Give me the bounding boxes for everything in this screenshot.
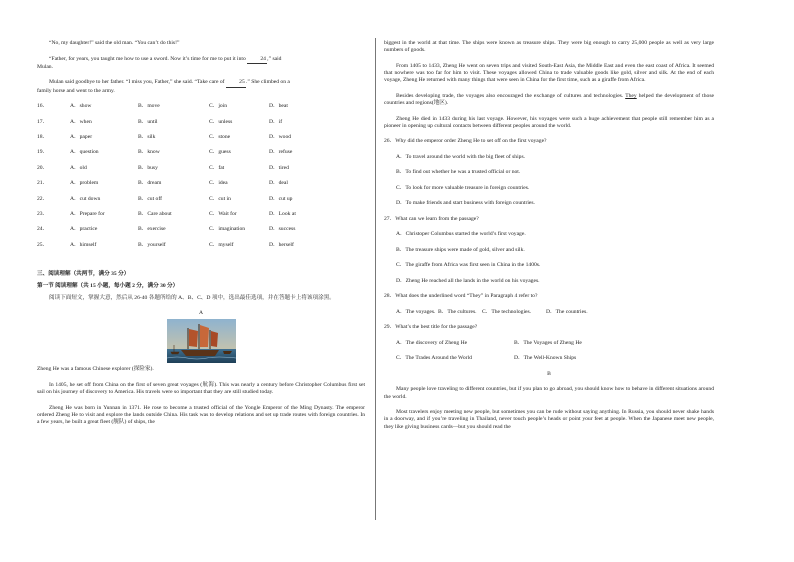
story-paragraph: Mulan said goodbye to her father. “I miss you, Father,” she said. “Take care of 25.” She climbed on a <box>37 79 365 87</box>
passage-a-paragraph: From 1405 to 1433, Zheng He went on seven trips and visited South-East Asia, the Middle East and even the east coast of Africa. It seemed that nowhere was too far for him to visit. These voyages allowed China to trade valuable goods like gold, silver and silk. At the end of each voyage, Zheng He returned with many things that were seen in China for the first time, such as a giraffe from Africa. <box>384 62 714 84</box>
question-number: 22． <box>37 195 49 202</box>
question-28-options <box>384 309 714 316</box>
question-27-option: B．The treasure ships were made of gold, silver and silk. <box>396 246 525 253</box>
option-b: B．move <box>138 103 160 110</box>
question-29-options <box>384 340 714 347</box>
story-paragraph: “Father, for years, you taught me how to use a sword. Now it’s time for me to put it into 24,” said <box>37 56 365 64</box>
option-b: B．dream <box>138 180 162 187</box>
question-28-option: B．The cultures. <box>438 308 477 315</box>
option-a: A．Prepare for <box>70 210 105 217</box>
passage-letter-b: B <box>547 370 551 377</box>
option-c: C．idea <box>209 180 228 187</box>
question-29-option: A．The discovery of Zheng He <box>396 339 468 346</box>
option-d: D．beat <box>269 103 288 110</box>
option-b: B．know <box>138 149 160 156</box>
option-b: B．until <box>138 118 158 125</box>
question-number: 16． <box>37 103 49 110</box>
question-26: 26．Why did the emperor order Zheng He to set off on the first voyage? <box>384 138 547 145</box>
question-number: 17． <box>37 118 49 125</box>
option-b: B．cut off <box>138 195 162 202</box>
question-29-options <box>384 355 714 362</box>
question-29-option: D．The Well-Known Ships <box>514 355 577 362</box>
underlined-word-they: They <box>625 92 637 99</box>
option-d: D．success <box>269 226 296 233</box>
option-a: A．old <box>70 164 87 171</box>
option-c: C．join <box>209 103 228 110</box>
question-number: 25． <box>37 241 49 248</box>
option-c: C．myself <box>209 241 234 248</box>
option-a: A．cut down <box>70 195 101 202</box>
passage-letter-a: A <box>198 310 204 317</box>
passage-a-paragraph: Besides developing trade, the voyages also encouraged the exchange of cultures and technologies. They helped the development of those countries and regions(地区). <box>384 92 714 106</box>
option-a: A．himself <box>70 241 97 248</box>
cloze-option-row <box>37 134 365 141</box>
option-b: B．busy <box>138 164 158 171</box>
passage-b-paragraph: Most travelers enjoy meeting new people, but sometimes you can be rude without saying anything. In Russia, you should never shake hands in a doorway, and if you’re traveling in Thailand, never touch people’s heads or point your feet at people. When the Japanese meet new people, they like giving business cards—but you should read the <box>384 409 714 430</box>
question-28: 28．What does the underlined word “They” in Paragraph 4 refer to? <box>384 293 538 300</box>
left-column <box>37 40 365 435</box>
story-paragraph-continued: Mulan. <box>37 63 54 70</box>
option-d: D．if <box>269 118 283 125</box>
passage-a-paragraph: In 1405, he set off from China on the first of seven great voyages (航海). This was nearly a century before Christopher Columbus first set sail on his journey of discovery to America. His travels were so important that they are still studied today. <box>37 381 365 396</box>
option-d: D．cut up <box>269 195 293 202</box>
subsection-heading: 第一节 阅读理解（共 15 小题，每小题 2 分，满分 30 分） <box>37 283 179 290</box>
passage-a-paragraph: Zheng He was born in Yunnan in 1371. He rose to become a trusted official of the Yongle Emperor of the Ming Dynasty. The emperor ordered Zheng He to visit and explore the lands outside China. His task was to develop relations and set up trade routes with foreign countries. In a few years, he built a great fleet (舰队) of ships, the <box>37 404 365 426</box>
question-29-option: C．The Trades Around the World <box>396 355 472 362</box>
passage-a-paragraph: Zheng He died in 1433 during his last voyage. However, his voyages were such a huge achievement that people still remember him as a pioneer in opening up cultural contacts between different peoples around the world. <box>384 115 714 129</box>
question-number: 24． <box>37 226 49 233</box>
question-26-option: A．To travel around the world with the big fleet of ships. <box>396 153 526 160</box>
option-c: C．guess <box>209 149 231 156</box>
cloze-option-row <box>37 196 365 203</box>
option-d: D．deal <box>269 180 288 187</box>
option-a: A．paper <box>70 133 93 140</box>
story-paragraph-continued: family horse and went to the army. <box>37 87 115 94</box>
option-c: C．Wait for <box>209 210 237 217</box>
question-28-option: D．The countries. <box>546 308 588 315</box>
question-28-option: A．The voyages. <box>396 308 436 315</box>
story-paragraph: “No, my daughter!” said the old man. “You can’t do this!” <box>49 40 180 46</box>
question-27-option: C．The giraffe from Africa was first seen in China in the 1400s. <box>396 262 541 269</box>
option-b: B．yourself <box>138 241 166 248</box>
column-divider <box>375 38 376 520</box>
section-heading: 三、阅读理解（共两节，满分 35 分） <box>37 271 130 278</box>
cloze-option-row <box>37 211 365 218</box>
option-d: D．herself <box>269 241 294 248</box>
question-27-option: D．Zheng He reached all the lands in the world on his voyages. <box>396 277 540 284</box>
question-26-option: D．To make friends and start business with foreign countries. <box>396 200 535 207</box>
option-b: B．silk <box>138 133 156 140</box>
cloze-option-row <box>37 119 365 126</box>
treasure-ship-image <box>167 319 236 363</box>
option-d: D．tired <box>269 164 289 171</box>
option-b: B．exercise <box>138 226 166 233</box>
question-number: 20． <box>37 164 49 171</box>
cloze-options <box>37 103 365 249</box>
option-a: A．question <box>70 149 99 156</box>
question-27-option: A．Christoper Columbus started the world’s first voyage. <box>396 231 526 238</box>
question-27: 27．What can we learn from the passage? <box>384 215 479 222</box>
passage-b-paragraph: Many people love traveling to different countries, but if you plan to go abroad, you should know how to behave in different situations around the world. <box>384 386 714 400</box>
option-a: A．problem <box>70 180 99 187</box>
passage-a-paragraph: biggest in the world at that time. The ships were known as treasure ships. They were big enough to carry 25,000 people as well as very large numbers of goods. <box>384 40 714 54</box>
option-c: C．fat <box>209 164 225 171</box>
question-number: 21． <box>37 180 49 187</box>
right-column <box>384 40 714 439</box>
cloze-option-row <box>37 165 365 172</box>
cloze-option-row <box>37 242 365 249</box>
cloze-option-row <box>37 180 365 187</box>
option-c: C．unless <box>209 118 233 125</box>
question-29-option: B．The Voyages of Zheng He <box>514 339 582 346</box>
cloze-option-row <box>37 103 365 110</box>
blank-25: 25 <box>226 79 246 87</box>
cloze-option-row <box>37 149 365 156</box>
option-a: A．when <box>70 118 92 125</box>
option-c: C．imagination <box>209 226 246 233</box>
option-a: A．show <box>70 103 92 110</box>
option-d: D．wood <box>269 133 292 140</box>
question-number: 18． <box>37 133 49 140</box>
option-c: C．stone <box>209 133 231 140</box>
question-number: 19． <box>37 149 49 156</box>
blank-24: 24 <box>247 56 267 64</box>
option-d: D．refuse <box>269 149 293 156</box>
question-29: 29．What’s the best title for the passage? <box>384 324 478 331</box>
question-26-option: C．To look for more valuable treasure in foreign countries. <box>396 184 530 191</box>
instructions: 阅读下面短文，掌握大意，然后从 26-40 各题所给的 A、B、C、D 项中，选出最佳选项，并在答题卡上将该项涂黑。 <box>49 294 335 301</box>
question-28-option: C．The technologies. <box>482 308 532 315</box>
option-b: B．Care about <box>138 210 172 217</box>
question-26-option: B．To find out whether he was a trusted official or not. <box>396 169 521 176</box>
option-c: C．cut in <box>209 195 231 202</box>
passage-a-paragraph: Zheng He was a famous Chinese explorer (探险家). <box>37 366 154 373</box>
cloze-option-row <box>37 226 365 233</box>
option-d: D．Look at <box>269 210 296 217</box>
question-number: 23． <box>37 210 49 217</box>
option-a: A．practice <box>70 226 98 233</box>
